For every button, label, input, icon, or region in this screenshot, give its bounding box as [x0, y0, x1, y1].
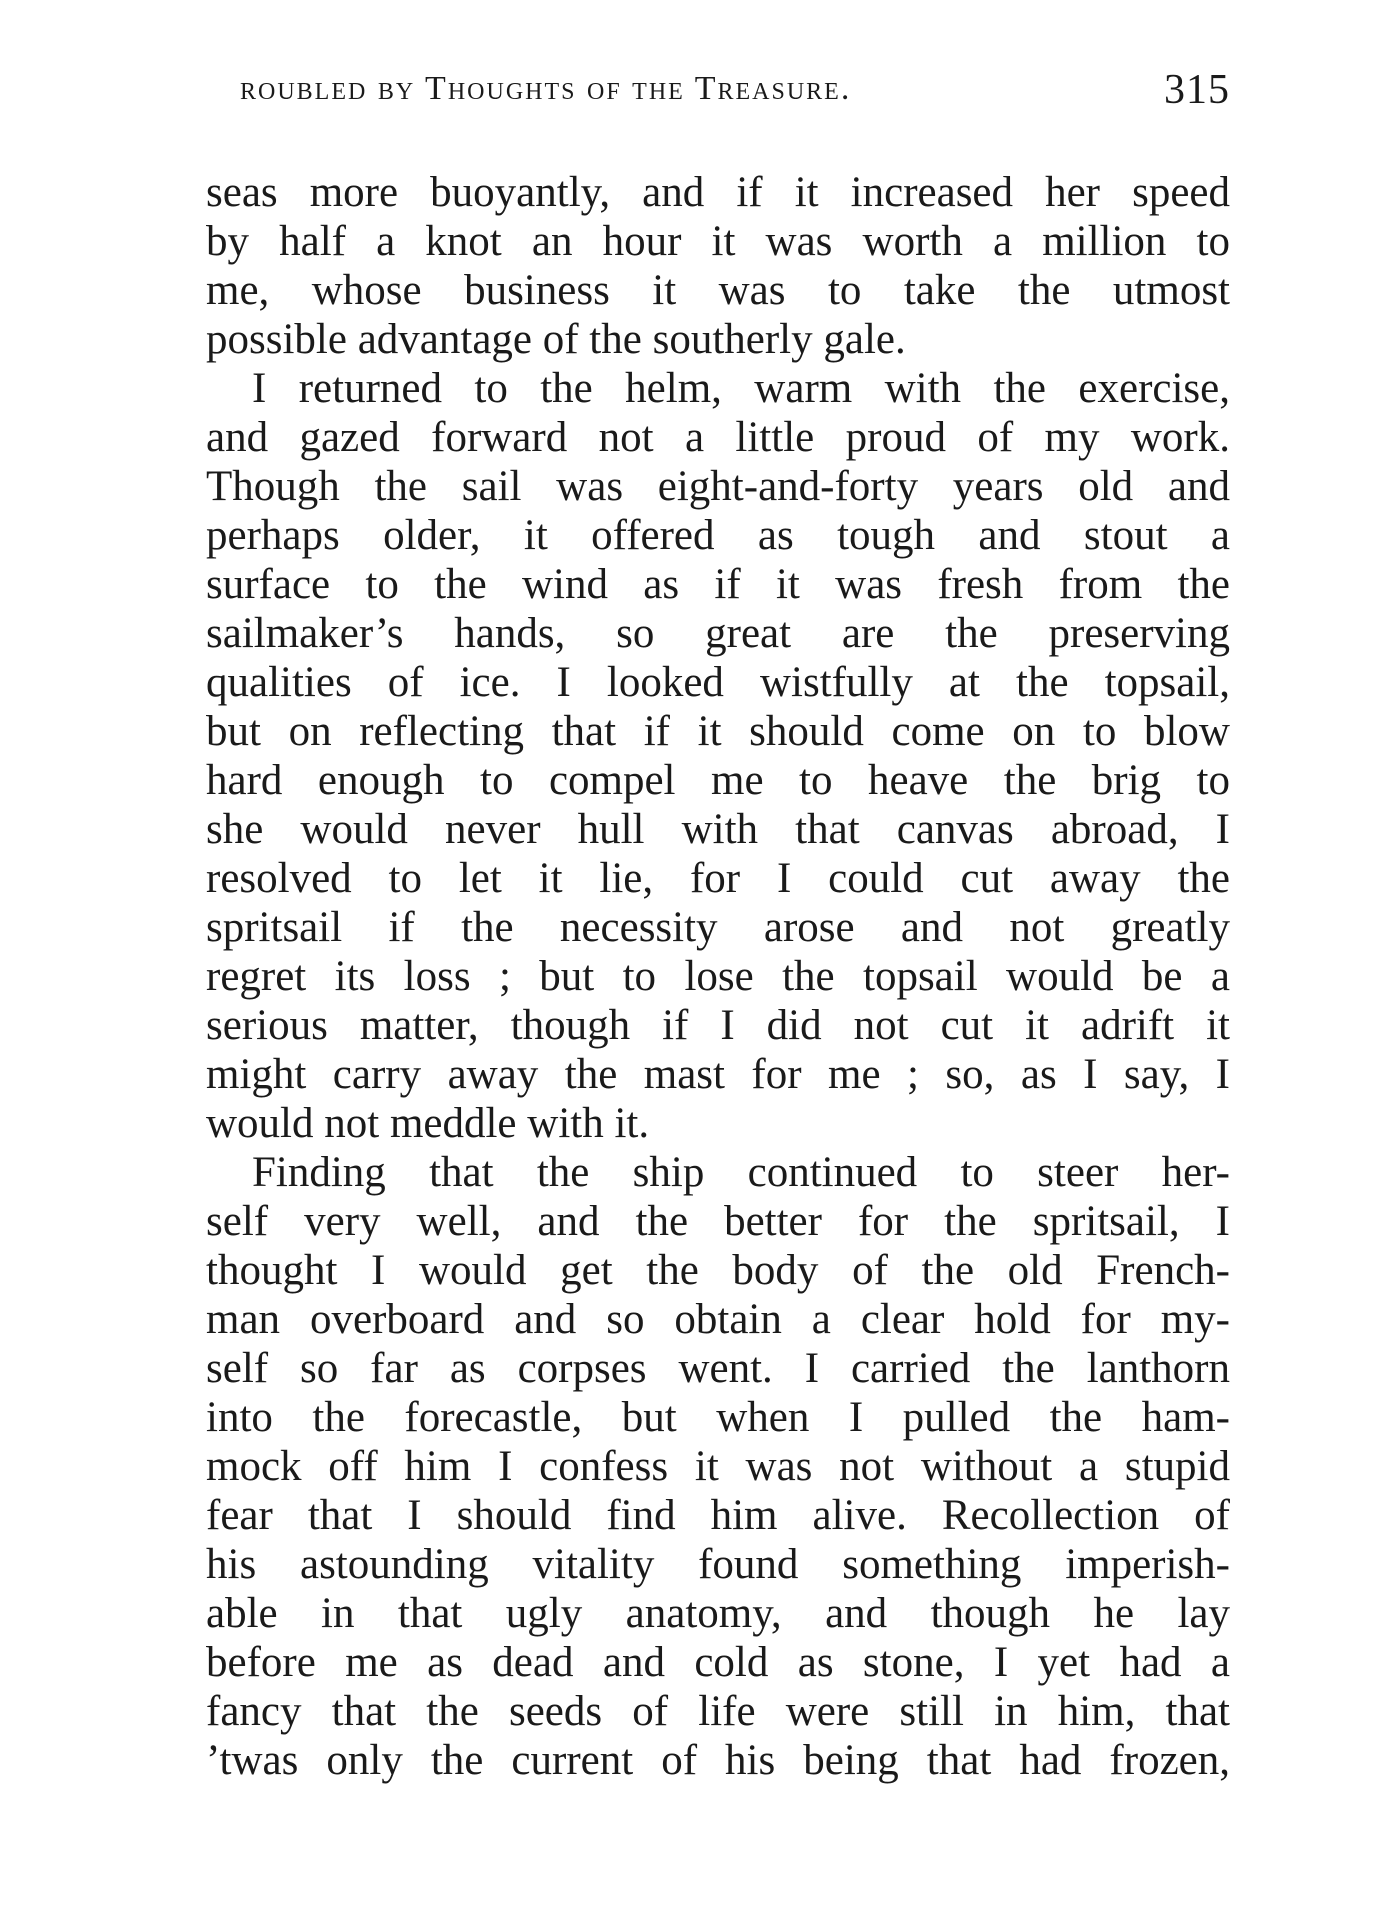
- text-line: able in that ugly anatomy, and though he lay: [206, 1590, 1230, 1637]
- text-line: ’twas only the current of his being that had frozen,: [206, 1737, 1230, 1784]
- text-line: qualities of ice. I looked wistfully at the topsail,: [206, 659, 1230, 706]
- text-line: serious matter, though if I did not cut it adrift it: [206, 1002, 1230, 1049]
- text-line: possible advantage of the southerly gale.: [206, 316, 906, 363]
- text-line: she would never hull with that canvas abroad, I: [206, 806, 1230, 853]
- text-line: into the forecastle, but when I pulled the ham-: [206, 1394, 1230, 1441]
- body-text: [206, 168, 1230, 1785]
- text-line: hard enough to compel me to heave the brig to: [206, 757, 1230, 804]
- text-line: self very well, and the better for the spritsail, I: [206, 1198, 1230, 1245]
- text-line: would not meddle with it.: [206, 1100, 650, 1147]
- text-line: his astounding vitality found something imperish-: [206, 1541, 1230, 1588]
- text-line: Finding that the ship continued to steer her-: [252, 1149, 1230, 1196]
- text-line: Though the sail was eight-and-forty years old and: [206, 463, 1230, 510]
- running-head: [240, 67, 1230, 130]
- text-line: thought I would get the body of the old French-: [206, 1247, 1230, 1294]
- page-number: 315: [1164, 67, 1230, 113]
- text-line: mock off him I confess it was not without a stupid: [206, 1443, 1230, 1490]
- text-line: surface to the wind as if it was fresh from the: [206, 561, 1230, 608]
- text-line: perhaps older, it offered as tough and stout a: [206, 512, 1230, 559]
- text-line: but on reflecting that if it should come on to blow: [206, 708, 1230, 755]
- text-line: spritsail if the necessity arose and not greatly: [206, 904, 1230, 951]
- text-line: and gazed forward not a little proud of my work.: [206, 414, 1230, 461]
- text-line: sailmaker’s hands, so great are the preserving: [206, 610, 1230, 657]
- text-line: regret its loss ; but to lose the topsail would be a: [206, 953, 1230, 1000]
- text-line: me, whose business it was to take the utmost: [206, 267, 1230, 314]
- text-line: before me as dead and cold as stone, I yet had a: [206, 1639, 1230, 1686]
- text-line: fancy that the seeds of life were still in him, that: [206, 1688, 1230, 1735]
- text-line: I returned to the helm, warm with the exercise,: [252, 365, 1230, 412]
- text-line: man overboard and so obtain a clear hold for my-: [206, 1296, 1230, 1343]
- text-line: seas more buoyantly, and if it increased her speed: [206, 169, 1230, 216]
- running-title: roubled by Thoughts of the Treasure.: [240, 70, 852, 107]
- text-line: resolved to let it lie, for I could cut away the: [206, 855, 1230, 902]
- text-line: self so far as corpses went. I carried the lanthorn: [206, 1345, 1230, 1392]
- text-line: by half a knot an hour it was worth a million to: [206, 218, 1230, 265]
- text-line: might carry away the mast for me ; so, as I say, I: [206, 1051, 1230, 1098]
- text-line: fear that I should find him alive. Recollection of: [206, 1492, 1230, 1539]
